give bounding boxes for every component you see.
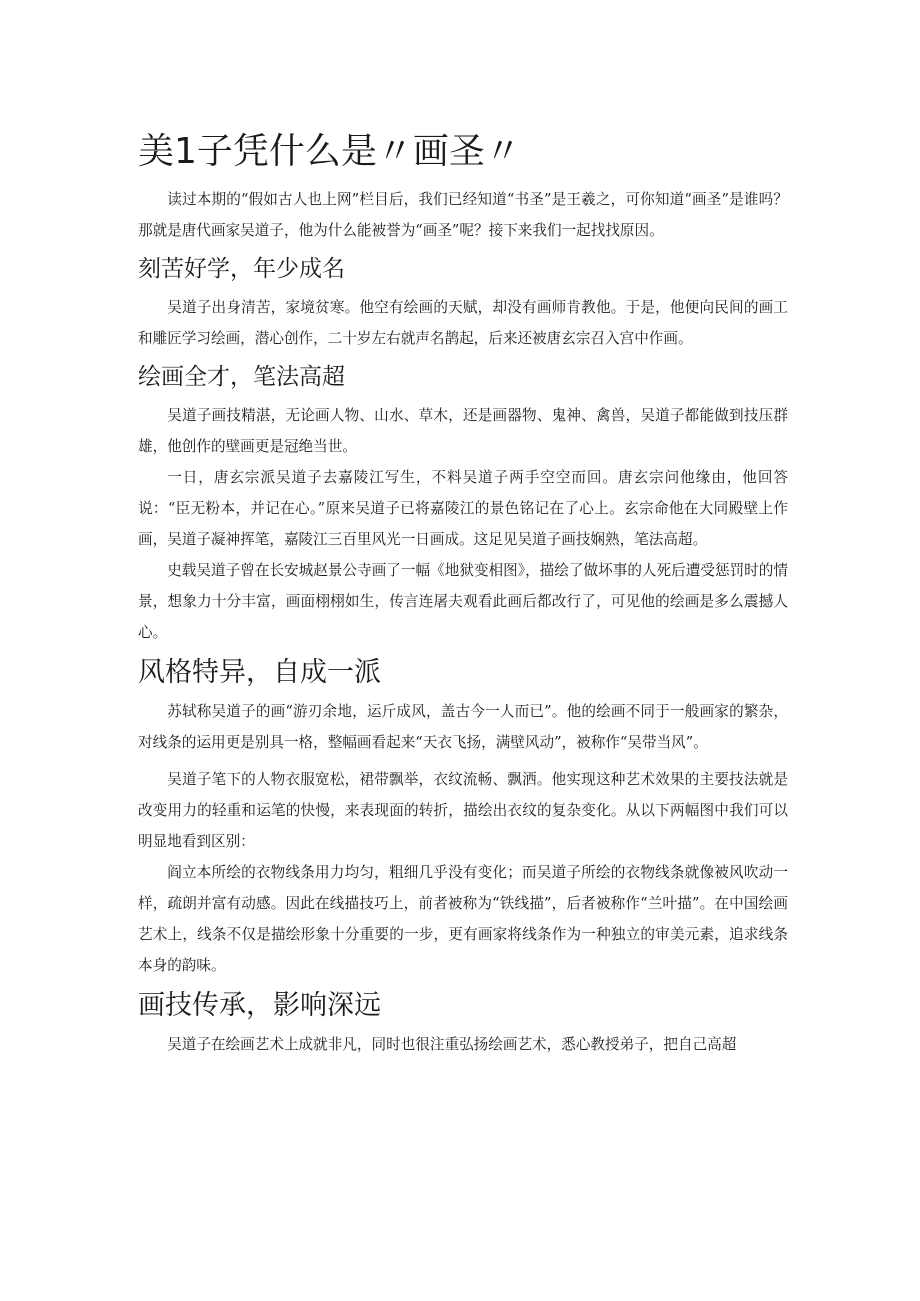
- body-paragraph: 史载吴道子曾在长安城赵景公寺画了一幅《地狱变相图》，描绘了做坏事的人死后遭受惩罚时的情景，想象力十分丰富，画面栩栩如生，传言连屠夫观看此画后都改行了，可见他的绘画是多么震撼人心。: [138, 562, 788, 641]
- body-paragraph: 吴道子在绘画艺术上成就非凡，同时也很注重弘扬绘画艺术，悉心教授弟子，把自己高超: [167, 1036, 737, 1053]
- article-body: [138, 184, 788, 1066]
- section-diligent-study: [138, 252, 788, 354]
- section-heading: 刻苦好学，年少成名: [138, 256, 345, 282]
- article-title: 美1子凭什么是〃画圣〃: [138, 131, 521, 172]
- body-paragraph: 吴道子出身清苦，家境贫寒。他空有绘画的天赋，却没有画师肯教他。于是，他便向民间的画工和雕匠学习绘画，潜心创作，二十岁左右就声名鹊起，后来还被唐玄宗召入宫中作画。: [138, 299, 788, 347]
- body-paragraph: 阎立本所绘的衣物线条用力均匀，粗细几乎没有变化；而吴道子所绘的衣物线条就像被风吹动一样，疏朗并富有动感。因此在线描技巧上，前者被称为“铁线描”，后者被称作“兰叶描”。在中国绘画艺术上，线条不仅是描绘形象十分重要的一步，更有画家将线条作为一种独立的审美元素，追求线条本身的韵味。: [138, 864, 788, 974]
- body-paragraph: 吴道子笔下的人物衣服宽松，裙带飘举，衣纹流畅、飘洒。他实现这种艺术效果的主要技法就是改变用力的轻重和运笔的快慢，来表现面的转折，描绘出衣纹的复杂变化。从以下两幅图中我们可以明显地看到区别：: [138, 771, 788, 850]
- body-paragraph: 吴道子画技精湛，无论画人物、山水、草木，还是画器物、鬼神、禽兽，吴道子都能做到技压群雄，他创作的壁画更是冠绝当世。: [138, 407, 788, 455]
- section-unique-style: [138, 654, 788, 981]
- body-paragraph: 苏轼称吴道子的画“游刃余地，运斤成风，盖古今一人而已”。他的绘画不同于一般画家的繁杂，对线条的运用更是别具一格，整幅画看起来“天衣飞扬，满壁风动”，被称作“吴带当风”。: [138, 703, 788, 751]
- section-heading: 绘画全才，笔法高超: [138, 364, 345, 390]
- body-paragraph: 一日，唐玄宗派吴道子去嘉陵江写生，不料吴道子两手空空而回。唐玄宗问他缘由，他回答说：“臣无粉本，并记在心。”原来吴道子已将嘉陵江的景色铭记在了心上。玄宗命他在大同殿壁上作画，吴道子凝神挥笔，嘉陵江三百里风光一日画成。这足见吴道子画技娴熟，笔法高超。: [138, 469, 788, 548]
- section-heading: 风格特异，自成一派: [138, 657, 381, 688]
- section-painting-mastery: [138, 360, 788, 648]
- section-heading: 画技传承，影响深远: [138, 990, 381, 1021]
- intro-paragraph: 读过本期的“假如古人也上网”栏目后，我们已经知道“书圣”是王羲之，可你知道“画圣”是谁吗？那就是唐代画家吴道子，他为什么能被誉为“画圣”呢？接下来我们一起找找原因。: [138, 191, 788, 239]
- section-legacy: [138, 987, 788, 1060]
